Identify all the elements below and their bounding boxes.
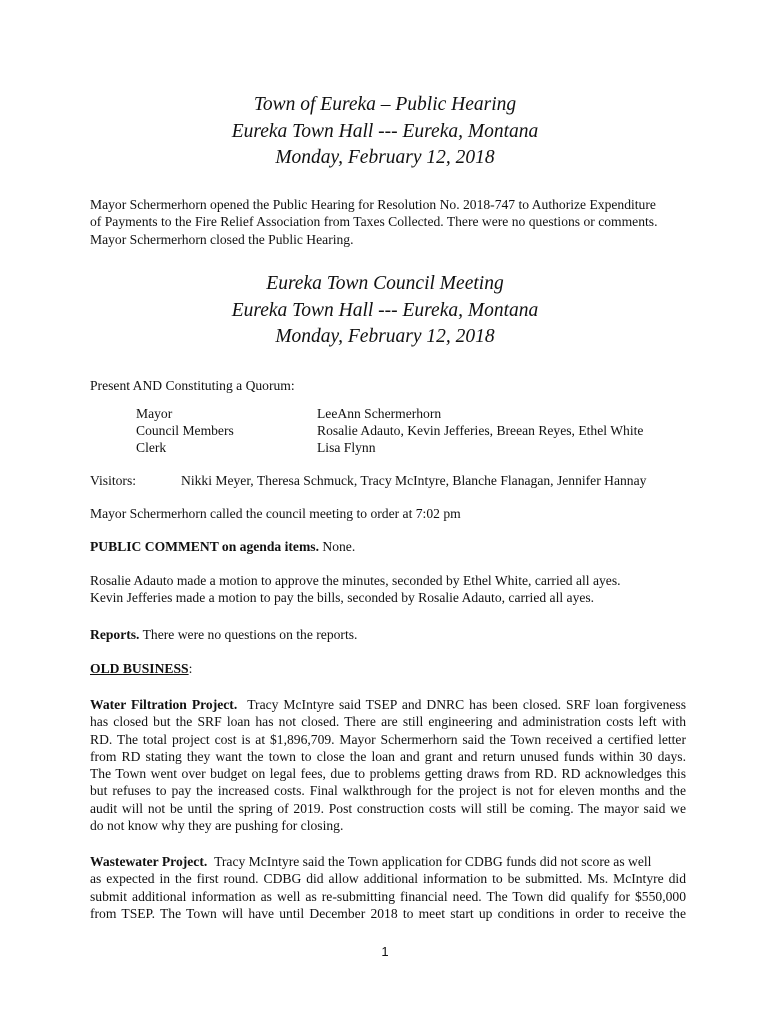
paragraph-line: Wastewater Project. Tracy McIntyre said the Town application for CDBG funds did not score as well xyxy=(90,854,652,869)
paragraph-line: but refuses to pay the increased costs. Final walkthrough for the project is not for eleven months and the xyxy=(90,783,686,799)
paragraph-line: has closed but the SRF loan has not closed. There are still engineering and administration costs left with xyxy=(90,714,686,730)
public-hearing-header xyxy=(0,92,770,172)
attendee-role: Clerk xyxy=(136,440,167,455)
quorum-label: Present AND Constituting a Quorum: xyxy=(90,378,295,393)
header-location: Eureka Town Hall --- Eureka, Montana xyxy=(231,299,539,321)
header-title: Eureka Town Council Meeting xyxy=(266,273,504,294)
old-business-title: OLD BUSINESS xyxy=(90,661,189,676)
paragraph-line: as expected in the first round. CDBG did allow additional information to be submitted. Ms. McIntyre did xyxy=(90,871,686,887)
paragraph-line: do not know why they are pushing for closing. xyxy=(90,818,344,834)
visitors-label: Visitors: xyxy=(90,473,137,488)
old-business-colon: : xyxy=(188,661,193,676)
motion-line: Kevin Jefferies made a motion to pay the bills, seconded by Rosalie Adauto, carried all ayes. xyxy=(90,590,595,606)
paragraph-line: from RD stating they want the town to close the loan and grant and return unused funds within 30 days. xyxy=(90,748,686,764)
water-filtration-paragraph xyxy=(90,696,686,834)
page-number: 1 xyxy=(381,944,389,959)
call-to-order: Mayor Schermerhorn called the council meeting to order at 7:02 pm xyxy=(90,506,461,521)
council-meeting-header xyxy=(0,271,770,351)
header-date: Monday, February 12, 2018 xyxy=(275,326,495,347)
attendee-names: LeeAnn Schermerhorn xyxy=(317,406,442,421)
attendee-role: Council Members xyxy=(136,423,234,438)
old-business-heading xyxy=(90,660,192,677)
visitors-names: Nikki Meyer, Theresa Schmuck, Tracy McIntyre, Blanche Flanagan, Jennifer Hannay xyxy=(181,473,647,488)
attendee-names: Lisa Flynn xyxy=(317,440,376,455)
reports-heading: Reports. xyxy=(90,627,140,642)
paragraph-line: from TSEP. The Town will have until December 2018 to meet start up conditions in order to receive the xyxy=(90,905,686,921)
reports-text: There were no questions on the reports. xyxy=(142,627,358,642)
paragraph-line: The Town went over budget on legal fees, due to problems getting draws from RD. RD acknowledges this xyxy=(90,766,686,782)
water-filtration-heading: Water Filtration Project. xyxy=(90,697,238,712)
reports xyxy=(90,626,357,643)
public-comment-text: None. xyxy=(322,539,356,554)
paragraph-line: Mayor Schermerhorn closed the Public Hearing. xyxy=(90,231,354,247)
motions xyxy=(90,572,686,607)
public-comment-heading: PUBLIC COMMENT on agenda items. xyxy=(90,539,319,554)
attendee-role: Mayor xyxy=(136,406,173,421)
motion-line: Rosalie Adauto made a motion to approve the minutes, seconded by Ethel White, carried all ayes. xyxy=(90,573,621,588)
paragraph-line: RD. The total project cost is at $1,896,709. Mayor Schermerhorn said the Town received a certified letter xyxy=(90,731,686,747)
wastewater-paragraph xyxy=(90,853,686,922)
attendee-names: Rosalie Adauto, Kevin Jefferies, Breean Reyes, Ethel White xyxy=(317,423,644,438)
header-location: Eureka Town Hall --- Eureka, Montana xyxy=(231,120,539,142)
public-comment xyxy=(90,538,355,555)
header-date: Monday, February 12, 2018 xyxy=(275,147,495,168)
paragraph-line: of Payments to the Fire Relief Association from Taxes Collected. There were no questions or comments. xyxy=(90,214,658,230)
wastewater-heading: Wastewater Project. xyxy=(90,854,208,869)
paragraph-line: audit will not be until the spring of 2019. Post construction costs will still be coming. The mayor said we xyxy=(90,800,686,816)
hearing-paragraph xyxy=(90,196,686,248)
paragraph-line: Water Filtration Project. Tracy McIntyre said TSEP and DNRC has been closed. SRF loan forgiveness xyxy=(90,697,687,712)
paragraph-line: submit additional information as well as re-submitting financial need. The Town did qualify for $550,000 xyxy=(90,888,686,904)
header-title: Town of Eureka – Public Hearing xyxy=(253,94,517,115)
paragraph-line: Mayor Schermerhorn opened the Public Hearing for Resolution No. 2018-747 to Authorize Expenditure xyxy=(90,197,656,212)
